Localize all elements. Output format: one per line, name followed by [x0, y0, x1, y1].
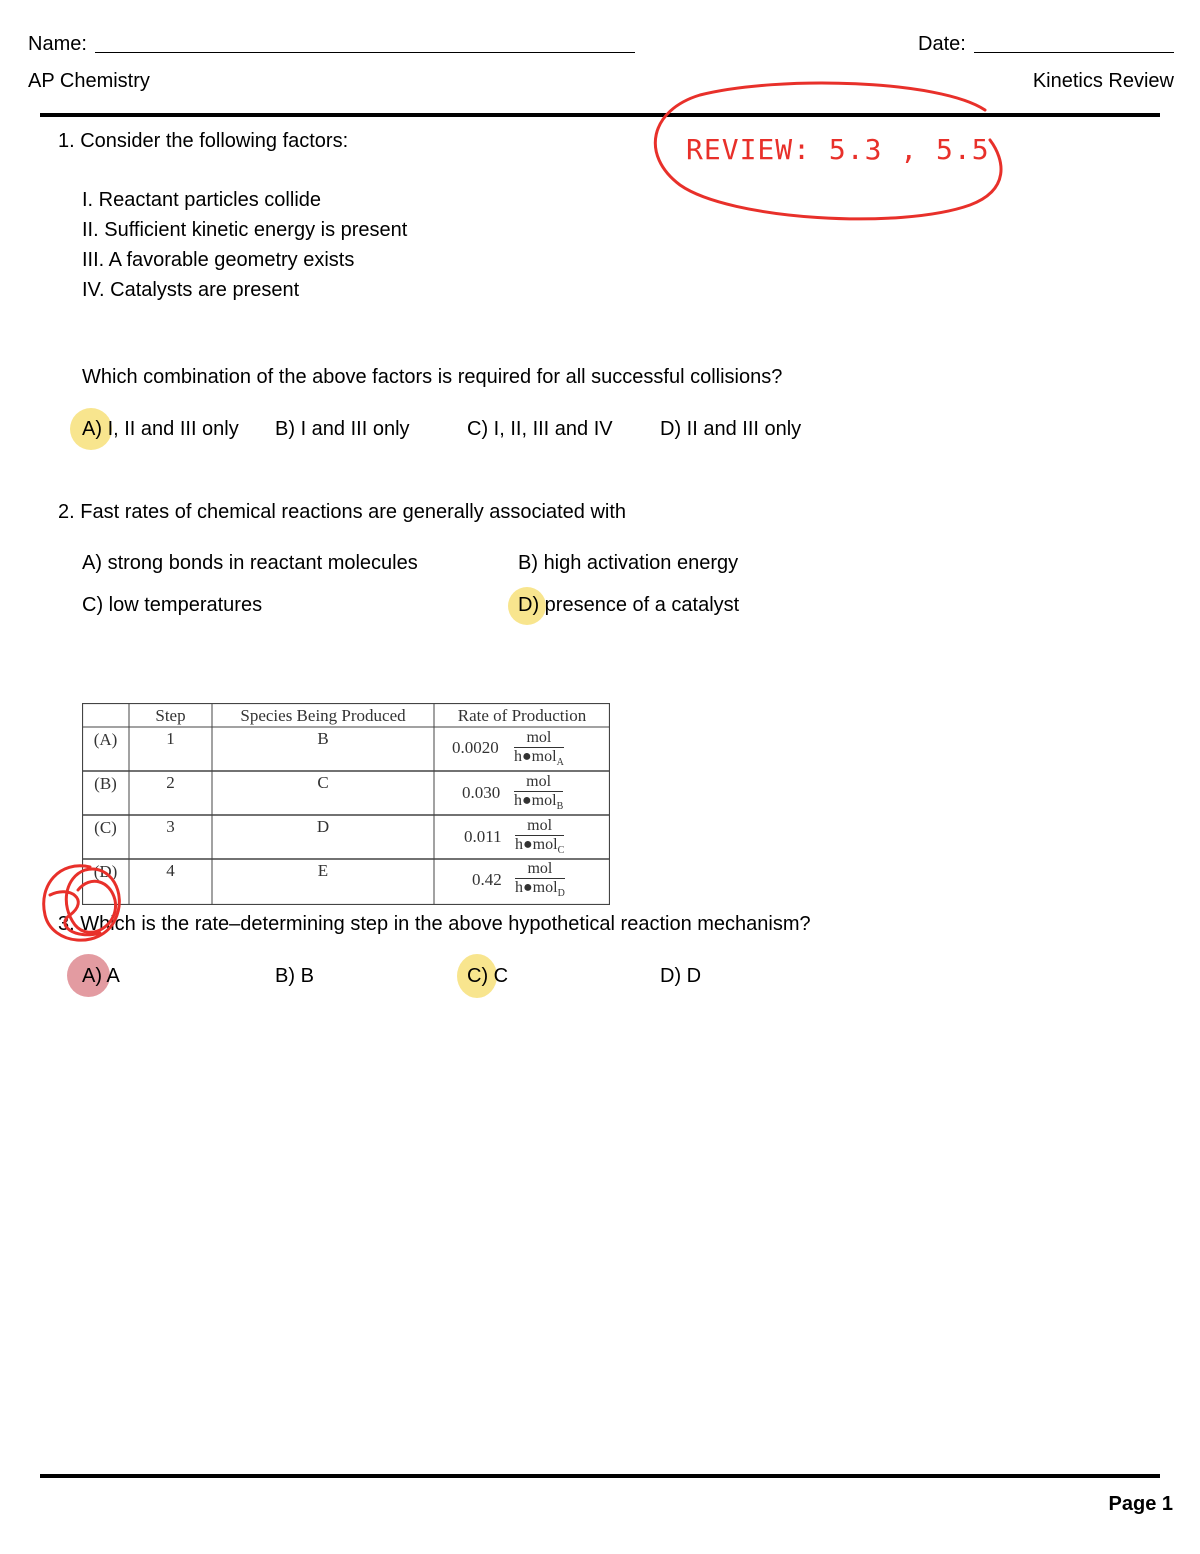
rate-unit-den: h●mol	[515, 836, 558, 853]
choice-text: high activation energy	[543, 552, 739, 574]
rate-unit-num: mol	[515, 817, 564, 836]
choice-text: A	[106, 965, 120, 987]
course-title: AP Chemistry	[28, 70, 150, 92]
table-header-rate: Rate of Production	[457, 706, 587, 725]
choice-letter: C)	[467, 965, 489, 987]
q2-prompt: 2. Fast rates of chemical reactions are generally associated with	[58, 501, 627, 523]
q1-choice-a[interactable]	[82, 418, 239, 441]
rate-unit-num: mol	[514, 773, 563, 792]
table-row-label: (B)	[94, 774, 117, 793]
choice-letter: B)	[275, 965, 295, 987]
table-cell-rate: 0.030	[462, 783, 501, 802]
table-cell-rate: 0.42	[472, 870, 502, 889]
table-row-label: (D)	[93, 862, 118, 881]
q1-factor: I. Reactant particles collide	[82, 189, 322, 211]
table-header-step: Step	[155, 706, 186, 725]
q2-choice-b[interactable]	[518, 552, 738, 575]
choice-text: D	[686, 965, 702, 987]
choice-letter: A)	[82, 418, 102, 440]
q1-choice-c[interactable]	[467, 418, 613, 441]
table-cell-step: 4	[166, 861, 175, 880]
rate-units	[515, 817, 564, 860]
table-cell-step: 1	[166, 729, 175, 748]
q1-factor: II. Sufficient kinetic energy is present	[82, 219, 408, 241]
choice-letter: B)	[275, 418, 295, 440]
q2-choice-d[interactable]	[518, 594, 739, 617]
q1-choice-b[interactable]	[275, 418, 410, 441]
q3-prompt: 3. Which is the rate–determining step in the above hypothetical reaction mechanism?	[58, 913, 811, 935]
rate-units	[515, 860, 565, 903]
choice-text: I and III only	[300, 418, 410, 440]
table-cell-step: 2	[166, 773, 175, 792]
choice-text: II and III only	[686, 418, 802, 440]
table-cell-rate: 0.0020	[452, 738, 499, 757]
choice-text: B	[300, 965, 314, 987]
page-number: Page 1	[1108, 1493, 1173, 1515]
rate-units	[514, 729, 564, 772]
rate-unit-sub: A	[556, 757, 564, 769]
q3-choice-a[interactable]	[82, 965, 120, 988]
choice-text: presence of a catalyst	[544, 594, 740, 616]
table-cell-species: C	[317, 773, 329, 792]
q1-factor: IV. Catalysts are present	[82, 279, 300, 301]
rate-unit-den: h●mol	[514, 792, 557, 809]
review-note: REVIEW: 5.3 , 5.5	[686, 133, 990, 166]
q3-choice-c[interactable]	[467, 965, 508, 988]
choice-text: low temperatures	[108, 594, 263, 616]
q1-factor: III. A favorable geometry exists	[82, 249, 355, 271]
rate-unit-sub: D	[557, 888, 565, 900]
rate-unit-den: h●mol	[515, 879, 558, 896]
name-field-line[interactable]	[95, 52, 635, 53]
date-field-line[interactable]	[974, 52, 1174, 53]
rate-unit-den: h●mol	[514, 748, 557, 765]
footer-rule	[40, 1474, 1160, 1478]
table-cell-species: D	[316, 817, 330, 836]
table-row-label: (A)	[93, 730, 118, 749]
table-cell-step: 3	[166, 817, 175, 836]
q3-choice-d[interactable]	[660, 965, 701, 988]
reaction-table	[82, 703, 610, 905]
choice-letter: A)	[82, 552, 102, 574]
rate-units	[514, 773, 563, 816]
choice-text: I, II and III only	[107, 418, 239, 440]
table-cell-rate: 0.011	[464, 827, 502, 846]
choice-letter: D)	[660, 965, 682, 987]
table-header-species: Species Being Produced	[240, 706, 406, 725]
rate-unit-num: mol	[514, 729, 564, 748]
q1-prompt: 1. Consider the following factors:	[58, 130, 349, 152]
table-row-label: (C)	[94, 818, 117, 837]
unit-title: Kinetics Review	[1032, 70, 1174, 92]
rate-unit-sub: B	[556, 801, 564, 813]
choice-text: I, II, III and IV	[493, 418, 613, 440]
scribble-mark	[30, 855, 130, 955]
choice-letter: B)	[518, 552, 538, 574]
table-cell-species: B	[317, 729, 329, 748]
choice-letter: C)	[82, 594, 104, 616]
q3-choice-b[interactable]	[275, 965, 314, 988]
q1-choice-d[interactable]	[660, 418, 801, 441]
q1-question: Which combination of the above factors is required for all successful collisions?	[82, 366, 783, 388]
q2-choice-c[interactable]	[82, 594, 262, 617]
date-label: Date:	[918, 33, 966, 55]
choice-text: strong bonds in reactant molecules	[107, 552, 418, 574]
choice-letter: D)	[660, 418, 682, 440]
table-cell-species: E	[317, 861, 329, 880]
name-label: Name:	[28, 33, 87, 55]
choice-text: C	[493, 965, 509, 987]
rate-unit-num: mol	[515, 860, 565, 879]
choice-letter: A)	[82, 965, 102, 987]
rate-unit-sub: C	[557, 845, 565, 857]
q2-choice-a[interactable]	[82, 552, 418, 575]
choice-letter: C)	[467, 418, 489, 440]
choice-letter: D)	[518, 594, 540, 616]
